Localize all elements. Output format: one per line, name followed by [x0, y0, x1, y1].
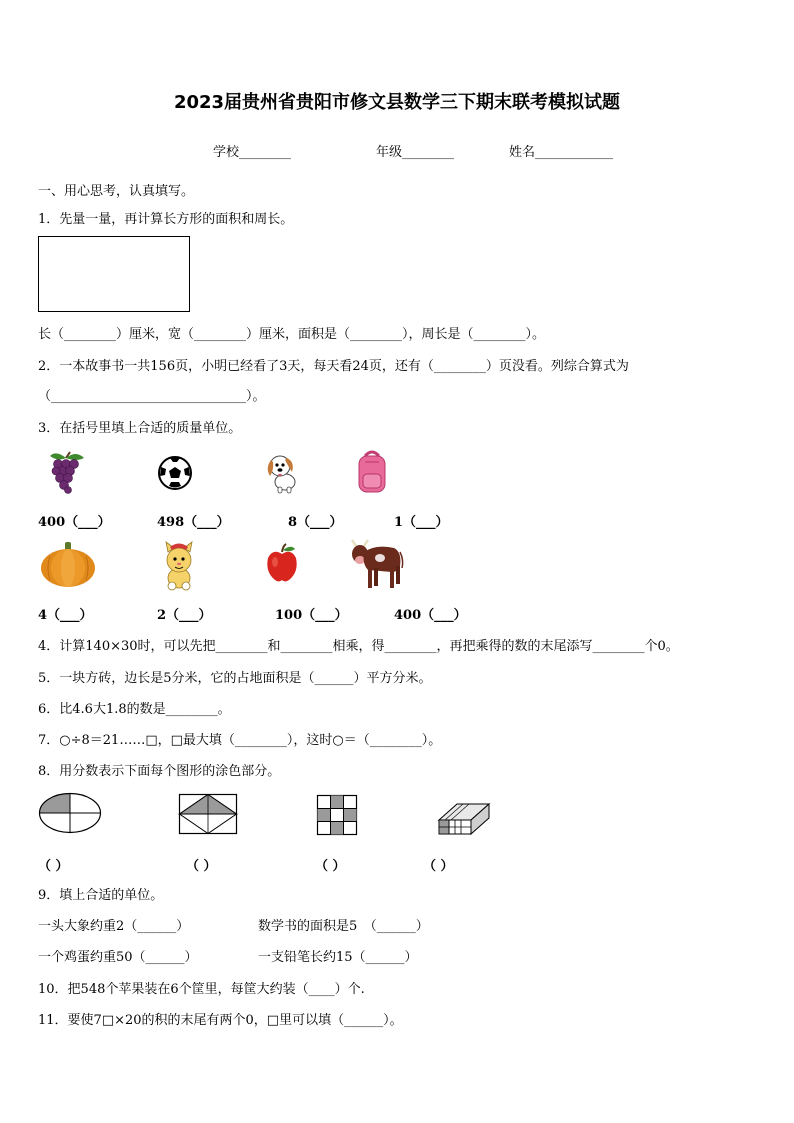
school-field: 学校________	[213, 145, 292, 160]
cuboid-blocks-figure	[437, 800, 491, 838]
q8-blank-2: （ ）	[186, 859, 217, 874]
question-11: 11．要使7□×20的积的末尾有两个0，□里可以填（______）。	[38, 1013, 403, 1028]
question-2-formula: （______________________________）。	[38, 389, 266, 404]
question-3: 3．在括号里填上合适的质量单位。	[38, 421, 242, 436]
q3-row1-item4: 1（___）	[394, 515, 449, 530]
q9-item-b: 数学书的面积是5 （______）	[258, 919, 429, 934]
question-1: 1．先量一量，再计算长方形的面积和周长。	[38, 212, 294, 227]
q9-item-c: 一个鸡蛋约重50（______）	[38, 950, 198, 965]
question-8: 8．用分数表示下面每个图形的涂色部分。	[38, 764, 281, 779]
name-field: 姓名____________	[509, 145, 614, 160]
cat-icon	[158, 540, 200, 590]
backpack-icon	[355, 448, 389, 494]
question-10: 10．把548个苹果装在6个筐里，每筐大约装（____）个.	[38, 982, 365, 997]
grid-fraction-figure	[317, 795, 357, 835]
section-heading: 一、用心思考，认真填写。	[38, 184, 195, 199]
q3-row2-item1: 4（___）	[38, 608, 93, 623]
q3-row1-item1: 400（___）	[38, 515, 111, 530]
puppy-icon	[263, 450, 301, 494]
page-title: 2023届贵州省贵阳市修文县数学三下期末联考模拟试题	[173, 92, 621, 113]
pumpkin-icon	[40, 540, 96, 588]
question-7: 7．○÷8＝21……□，□最大填（________），这时○＝（________）。	[38, 733, 442, 748]
question-2: 2．一本故事书一共156页，小明已经看了3天，每天看24页，还有（________）页没看。列综合算式为	[38, 359, 629, 374]
ellipse-fraction-figure	[38, 792, 102, 834]
cow-icon	[350, 536, 404, 592]
q3-row2-item3: 100（___）	[275, 608, 348, 623]
grapes-icon	[46, 450, 86, 494]
q8-blank-1: （ ）	[38, 859, 69, 874]
question-9: 9．填上合适的单位。	[38, 888, 164, 903]
q9-item-a: 一头大象约重2（______）	[38, 919, 190, 934]
q8-blank-4: （ ）	[423, 859, 454, 874]
grade-field: 年级________	[376, 145, 455, 160]
q9-item-d: 一支铅笔长约15（______）	[258, 950, 418, 965]
q8-blank-3: （ ）	[315, 859, 346, 874]
rectangle-diamond-figure	[179, 794, 237, 834]
q3-row1-item3: 8（___）	[288, 515, 343, 530]
apple-icon	[265, 544, 299, 584]
rectangle-figure	[38, 236, 190, 312]
q3-row2-item4: 400（___）	[394, 608, 467, 623]
q3-row1-item2: 498（___）	[157, 515, 230, 530]
question-4: 4．计算140×30时，可以先把________和________相乘，得________，再把乘得的数的末尾添写________个0。	[38, 639, 679, 654]
question-5: 5．一块方砖，边长是5分米，它的占地面积是（______）平方分米。	[38, 671, 432, 686]
question-6: 6．比4.6大1.8的数是________。	[38, 702, 231, 717]
q3-row2-item2: 2（___）	[157, 608, 212, 623]
question-1-answer: 长（________）厘米，宽（________）厘米，面积是（________），周长是（________）。	[38, 327, 546, 342]
soccer-ball-icon	[157, 455, 193, 491]
